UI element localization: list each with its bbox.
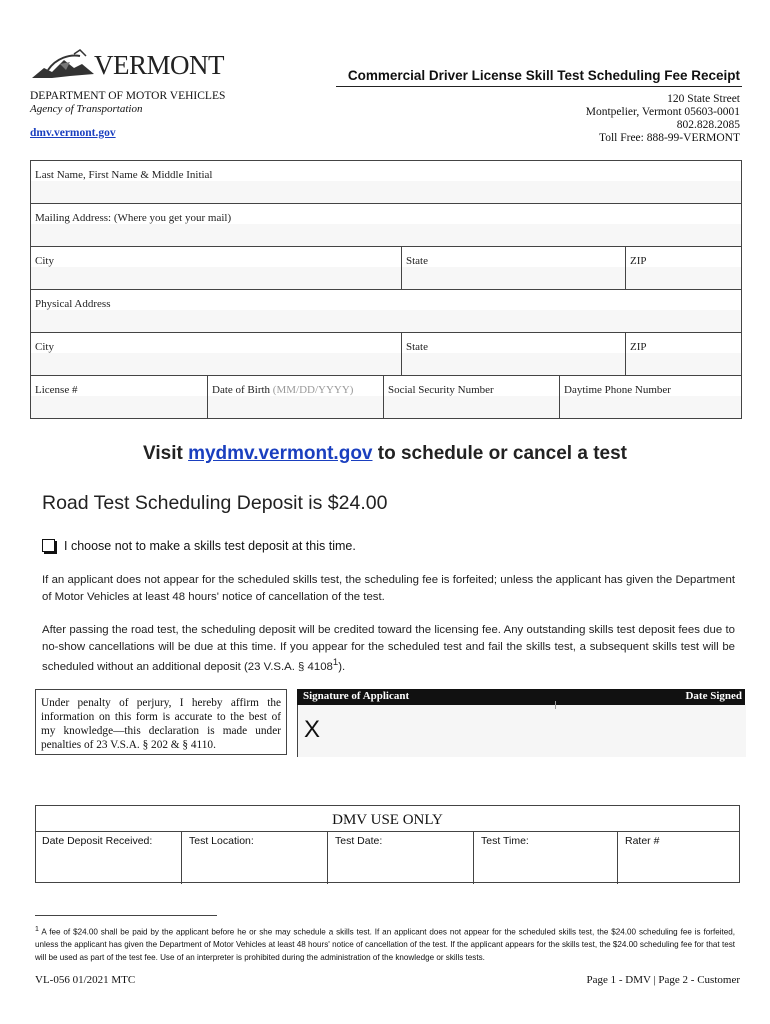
signature-field[interactable] bbox=[297, 705, 746, 757]
ssn-label: Social Security Number bbox=[388, 384, 494, 396]
mailing-zip-field[interactable] bbox=[625, 247, 741, 289]
physical-city-row bbox=[31, 333, 741, 376]
footnote-ref: 1 bbox=[332, 657, 339, 668]
mailing-city-field[interactable] bbox=[31, 247, 401, 289]
license-label: License # bbox=[35, 384, 78, 396]
form-id: VL-056 01/2021 MTC bbox=[35, 974, 136, 986]
deposit-heading: Road Test Scheduling Deposit is $24.00 bbox=[42, 492, 388, 514]
signature-x-mark: X bbox=[304, 716, 321, 743]
signature-label: Signature of Applicant bbox=[303, 690, 410, 702]
state-label: State bbox=[406, 255, 428, 267]
dob-format-hint: (MM/DD/YYYY) bbox=[272, 384, 354, 396]
mailing-city-row bbox=[31, 247, 741, 290]
physical-zip-field[interactable] bbox=[625, 333, 741, 375]
mailing-address-field[interactable] bbox=[31, 204, 741, 246]
footnote: $^1$ A fee of $24.00 shall be paid by the applicant before he or she may schedule a skills test. If an applicant does not appear for the scheduled skills test, the $24.00 scheduling fee is forfeited, unless the applicant has given the Department of Motor Vehicles at least 48 hours' notice of cancellation of the test. If the applicant appears for the skills test, the $24.00 scheduling fee for that test will be used as part of the test fee. Use of an interpreter is prohibited during the administration of the knowledge or skills tests. bbox=[35, 926, 735, 962]
name-field[interactable] bbox=[31, 161, 741, 203]
city-label: City bbox=[35, 255, 54, 267]
forfeit-paragraph: If an applicant does not appear for the scheduled skills test, the scheduling fee is forfeited; unless the applicant has given the Department of Motor Vehicles at least 48 hours' notice of cancellation of the test. bbox=[42, 574, 735, 603]
dmv-address bbox=[586, 93, 740, 145]
dmv-use-fields bbox=[35, 831, 740, 884]
state-label: State bbox=[406, 341, 428, 353]
license-row bbox=[31, 376, 741, 418]
mailing-label: Mailing Address: (Where you get your mail) bbox=[35, 212, 232, 224]
test-location-field[interactable]: Test Location: bbox=[181, 832, 328, 884]
address-toll-free: Toll Free: 888-99-VERMONT bbox=[598, 132, 740, 144]
zip-label: ZIP bbox=[630, 341, 647, 353]
footnote-divider bbox=[35, 915, 217, 916]
footnote-number: 1 bbox=[35, 926, 39, 933]
form-title: Commercial Driver License Skill Test Scheduling Fee Receipt bbox=[347, 68, 740, 83]
rater-number-field[interactable]: Rater # bbox=[617, 832, 740, 884]
opt-out-option bbox=[42, 539, 356, 553]
date-deposit-received-field[interactable]: Date Deposit Received: bbox=[42, 835, 153, 847]
page-indicator: Page 1 - DMV | Page 2 - Customer bbox=[586, 974, 740, 986]
city-label: City bbox=[35, 341, 54, 353]
license-number-field[interactable] bbox=[31, 376, 207, 418]
dmv-use-only-title: DMV USE ONLY bbox=[332, 812, 443, 828]
agency-name: Agency of Transportation bbox=[30, 103, 143, 115]
name-row bbox=[31, 161, 741, 204]
opt-out-label: I choose not to make a skills test deposit at this time. bbox=[64, 539, 356, 553]
physical-address-field[interactable] bbox=[31, 290, 741, 332]
test-time-field[interactable]: Test Time: bbox=[473, 832, 618, 884]
department-name: DEPARTMENT OF MOTOR VEHICLES bbox=[30, 90, 226, 102]
phone-field[interactable] bbox=[559, 376, 741, 418]
mailing-row bbox=[31, 204, 741, 247]
signature-divider-tick bbox=[555, 701, 556, 709]
physical-label: Physical Address bbox=[35, 298, 111, 310]
dob-label: Date of Birth (MM/DD/YYYY) bbox=[212, 384, 354, 396]
dob-field[interactable] bbox=[207, 376, 384, 418]
address-street: 120 State Street bbox=[667, 93, 740, 105]
zip-label: ZIP bbox=[630, 255, 647, 267]
credit-paragraph: After passing the road test, the scheduling deposit will be credited toward the licensing fee. Any outstanding skills test deposit fees due to no-show cancellations will be due at this time. If you appear for the scheduled test and fail the skills test, a subsequent skills test will be scheduled without an additional deposit (23 V.S.A. § 4108$^1$). bbox=[42, 624, 735, 673]
physical-city-field[interactable] bbox=[31, 333, 401, 375]
ssn-field[interactable] bbox=[383, 376, 560, 418]
test-date-field[interactable]: Test Date: bbox=[327, 832, 474, 884]
title-divider bbox=[336, 86, 742, 87]
vermont-wordmark: VERMONT bbox=[94, 50, 224, 80]
address-phone: 802.828.2085 bbox=[676, 119, 740, 131]
date-signed-label: Date Signed bbox=[685, 690, 742, 702]
address-city: Montpelier, Vermont 05603-0001 bbox=[585, 106, 740, 118]
dmv-website-link[interactable]: dmv.vermont.gov bbox=[30, 127, 116, 139]
opt-out-checkbox[interactable] bbox=[42, 539, 55, 552]
applicant-info-grid bbox=[30, 160, 742, 419]
schedule-instruction: Visit mydmv.vermont.gov to schedule or cancel a test bbox=[143, 443, 627, 464]
mailing-state-field[interactable] bbox=[401, 247, 626, 289]
phone-label: Daytime Phone Number bbox=[564, 384, 671, 396]
mydmv-link[interactable]: mydmv.vermont.gov bbox=[188, 443, 373, 464]
physical-row bbox=[31, 290, 741, 333]
perjury-statement: Under penalty of perjury, I hereby affirm the information on this form is accurate to the best of my knowledge—this declaration is made under penalties of 23 V.S.A. § 202 & § 4110. bbox=[35, 689, 287, 755]
name-label: Last Name, First Name & Middle Initial bbox=[35, 169, 213, 181]
physical-state-field[interactable] bbox=[401, 333, 626, 375]
